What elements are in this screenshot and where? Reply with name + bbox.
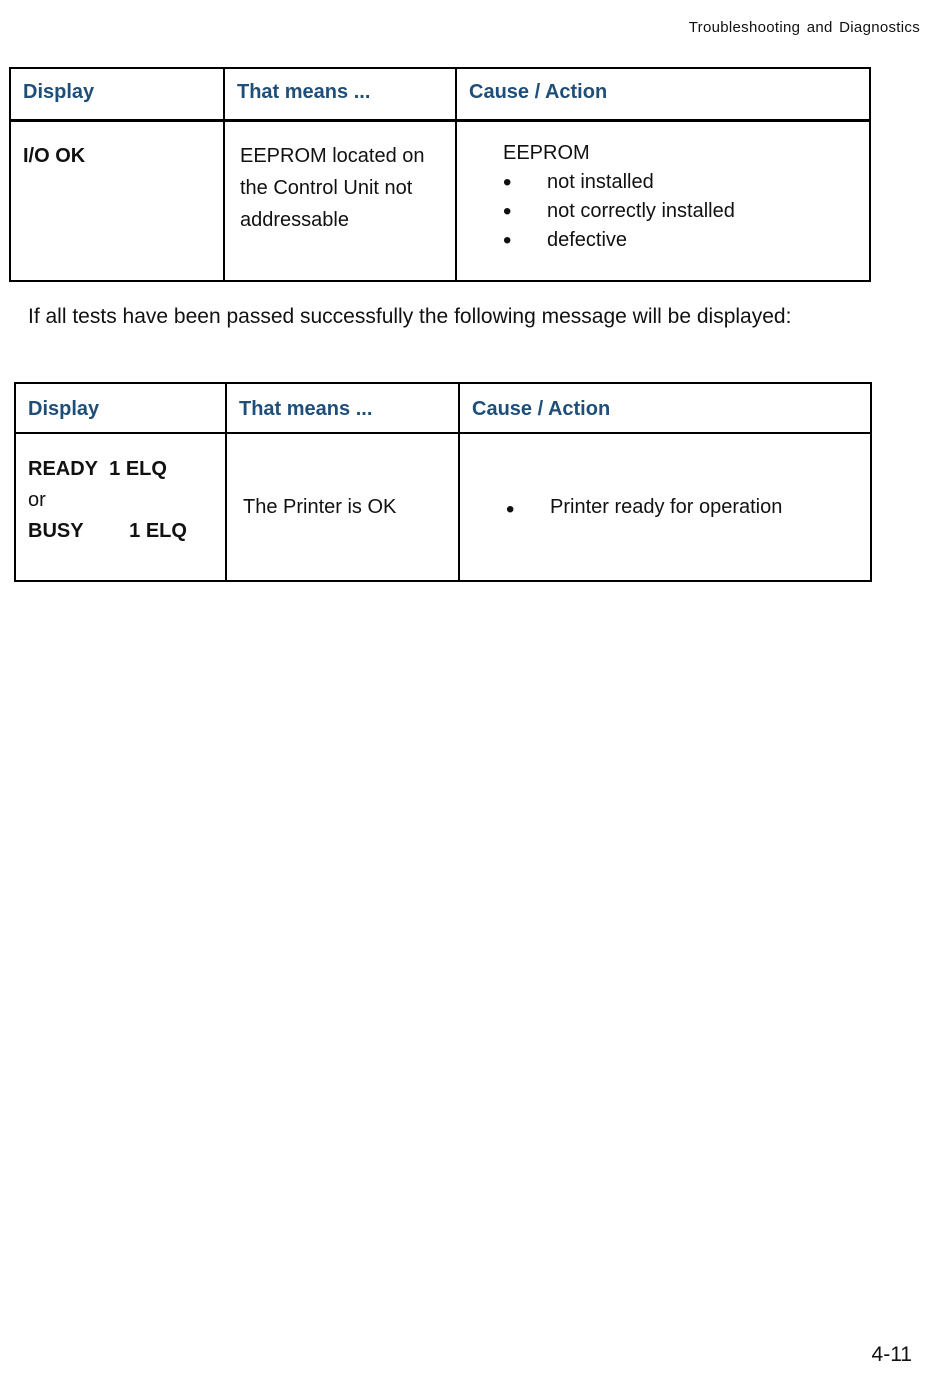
list-item: • not installed — [503, 168, 869, 197]
display-line-busy — [28, 516, 225, 547]
cause-list — [506, 496, 870, 519]
column-header-cause: Cause / Action — [459, 383, 871, 433]
column-header-means: That means ... — [226, 383, 459, 433]
table-header-row — [15, 383, 871, 433]
display-busy-label: BUSY — [28, 520, 84, 542]
column-header-display: Display — [15, 383, 226, 433]
column-header-means: That means ... — [224, 68, 456, 121]
display-ready-value: 1 ELQ — [109, 458, 167, 480]
display-busy-value: 1 ELQ — [129, 520, 187, 542]
display-cell: I/O OK — [10, 121, 224, 282]
table-row — [15, 433, 871, 581]
column-header-display: Display — [10, 68, 224, 121]
list-item: • not correctly installed — [503, 197, 869, 226]
cause-list — [503, 168, 869, 255]
table-row — [10, 121, 870, 282]
cause-title: EEPROM — [503, 142, 590, 164]
means-cell: The Printer is OK — [226, 433, 459, 581]
list-item: • defective — [503, 226, 869, 255]
page-number: 4-11 — [871, 1343, 912, 1366]
cause-cell — [456, 121, 870, 282]
running-header: Troubleshooting and Diagnostics — [688, 19, 920, 36]
cause-cell — [459, 433, 871, 581]
intro-paragraph: If all tests have been passed successfully the following message will be displayed: — [28, 305, 792, 328]
diagnostic-table-eeprom — [9, 67, 871, 282]
display-or: or — [28, 489, 46, 511]
display-line-ready — [28, 454, 225, 485]
list-item: • Printer ready for operation — [506, 496, 870, 519]
column-header-cause: Cause / Action — [456, 68, 870, 121]
diagnostic-table-ready — [14, 382, 872, 582]
means-cell: EEPROM located on the Control Unit not addressable — [224, 121, 456, 282]
display-cell — [15, 433, 226, 581]
display-ready-label: READY — [28, 458, 99, 480]
table-header-row — [10, 68, 870, 121]
